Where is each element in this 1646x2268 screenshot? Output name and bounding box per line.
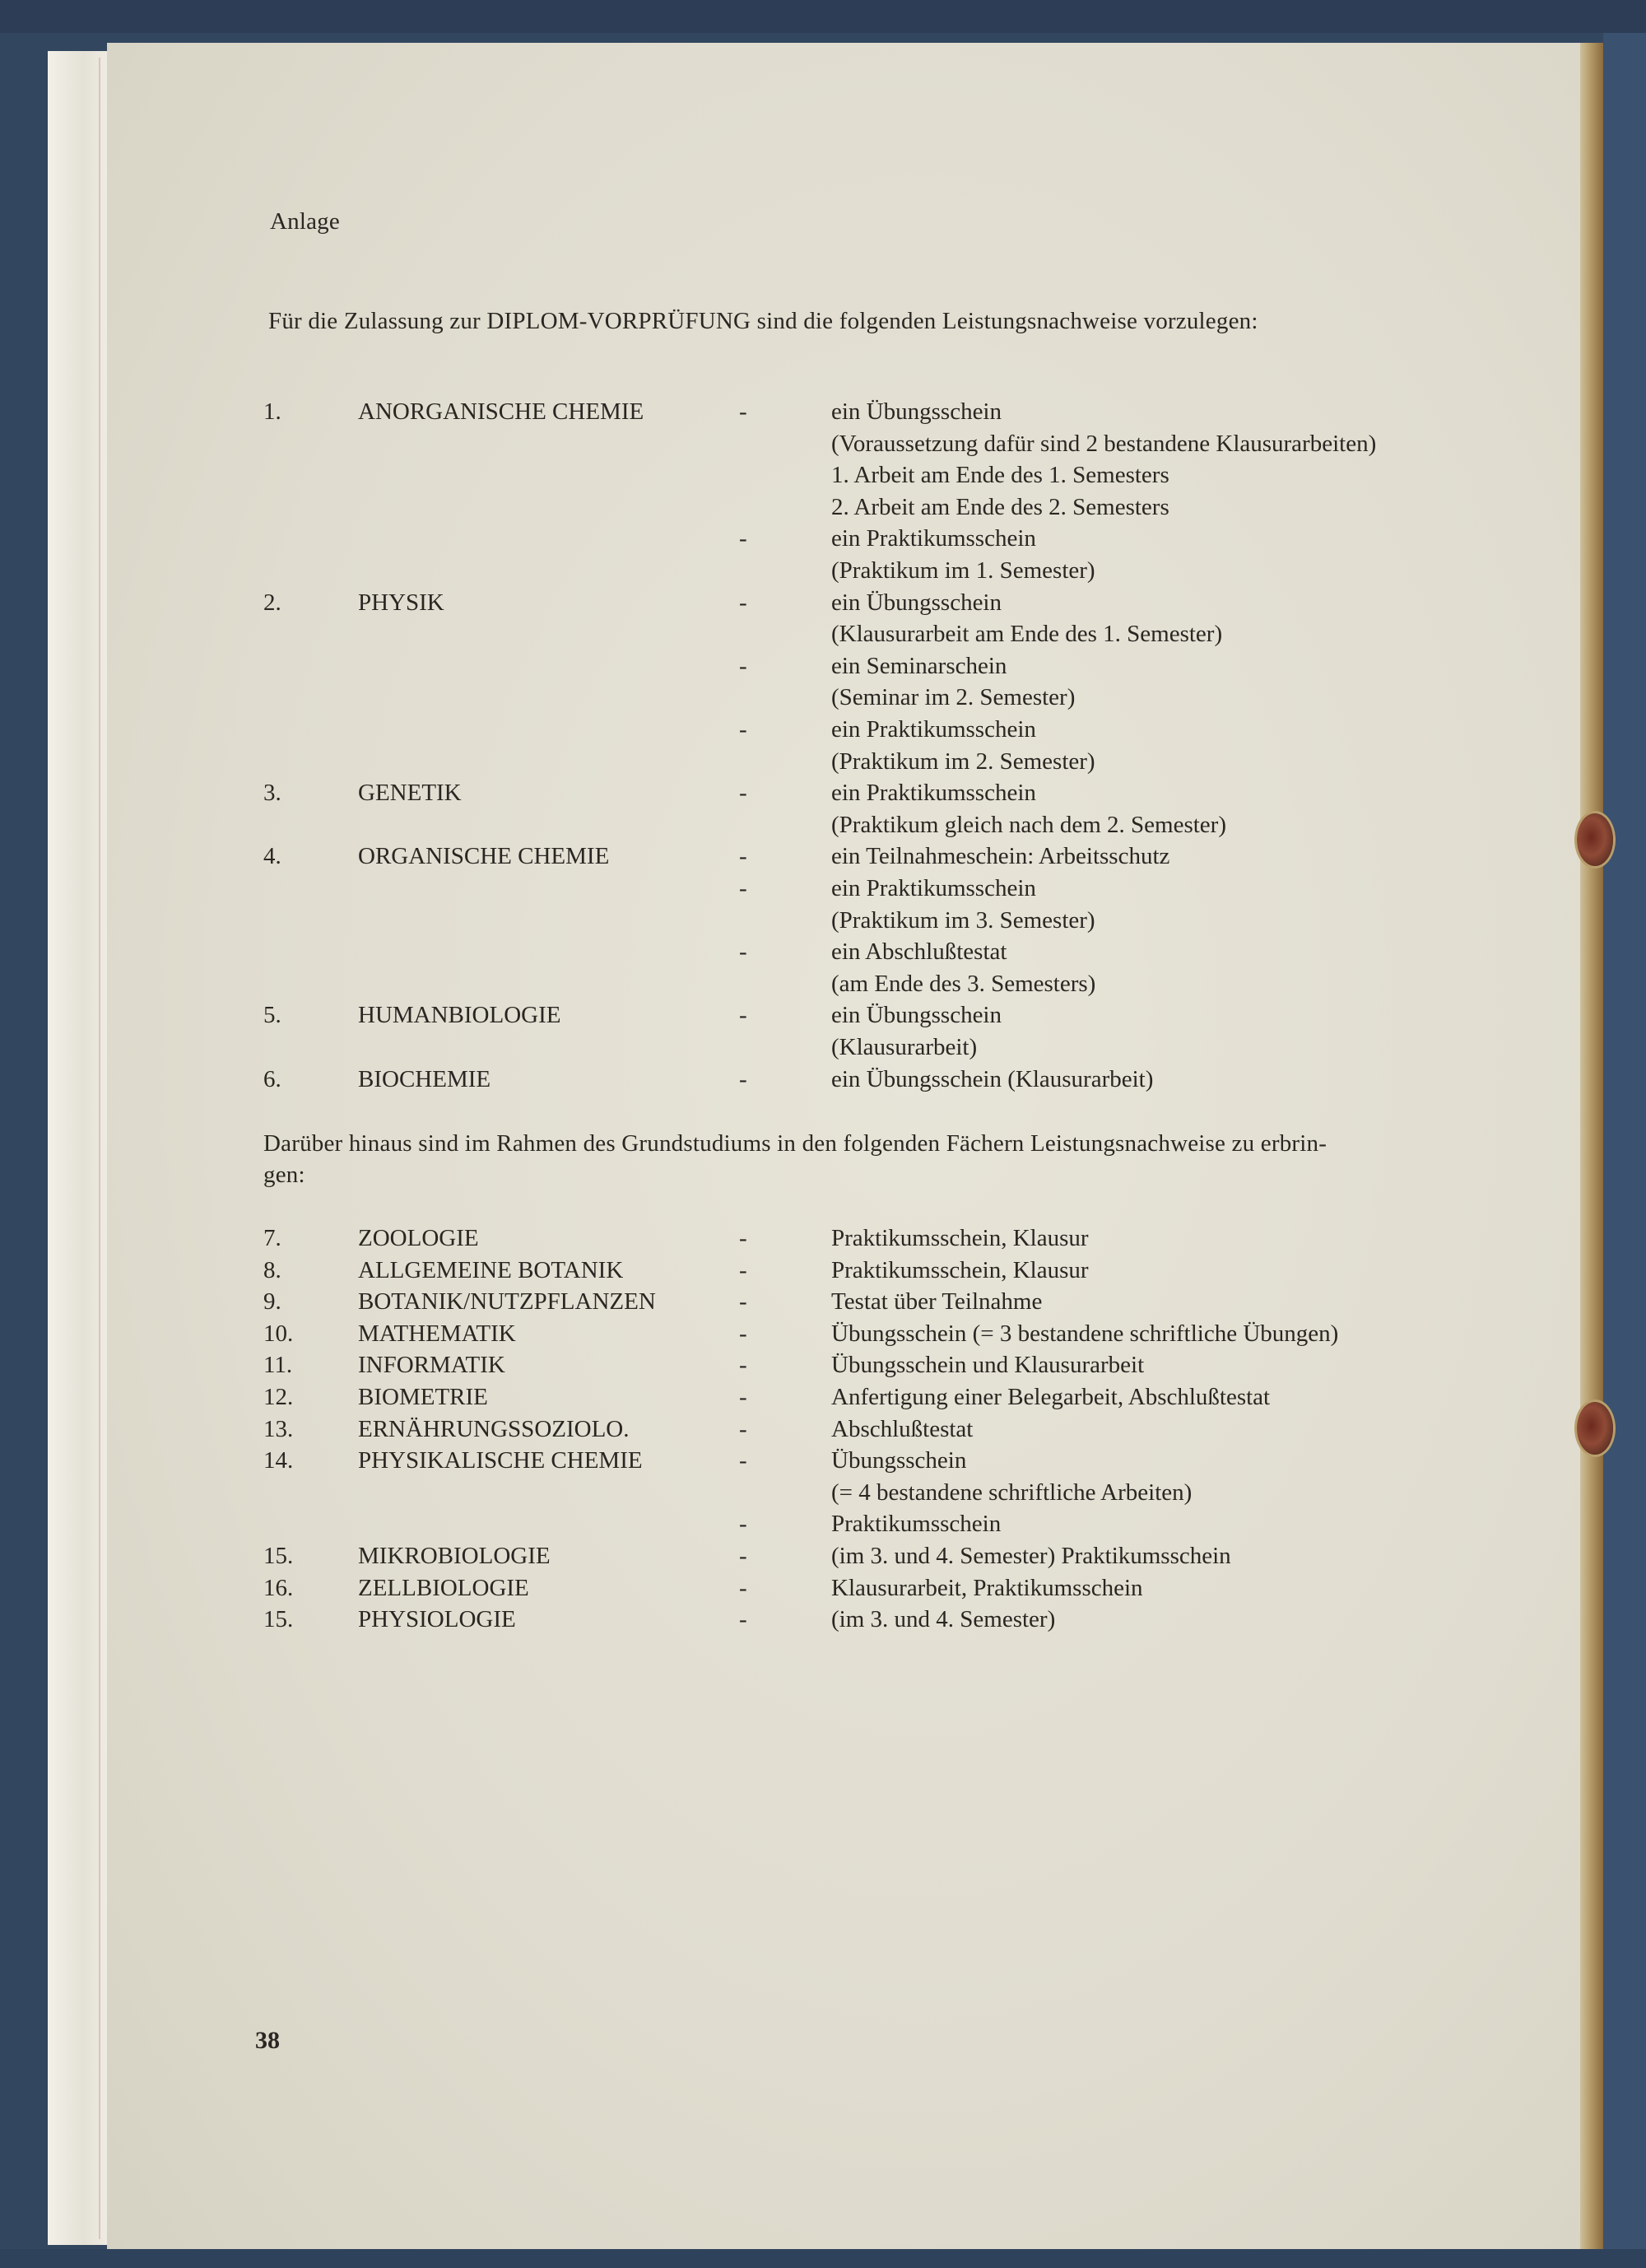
dash-marker: -	[739, 525, 747, 552]
item-number: 1.	[263, 398, 281, 425]
basic-studies-intro-line-1: Darüber hinaus sind im Rahmen des Grundstudiums in den folgenden Fächern Leistungsnachweise zu erbrin-	[263, 1130, 1327, 1157]
dash-marker: -	[739, 1574, 747, 1601]
subject-name: BOTANIK/NUTZPFLANZEN	[358, 1288, 656, 1316]
requirement-row	[0, 1064, 1646, 1096]
basic-study-row	[0, 1604, 1646, 1636]
margin-line	[99, 58, 100, 2239]
dash-marker: -	[739, 1002, 747, 1029]
requirement-row	[0, 999, 1646, 1032]
subject-name: BIOCHEMIE	[358, 1065, 491, 1092]
subject-name: BIOMETRIE	[358, 1384, 488, 1410]
requirement-description: Praktikumsschein, Klausur	[831, 1225, 1089, 1251]
dash-marker: -	[739, 1225, 747, 1251]
subject-name: HUMANBIOLOGIE	[358, 1002, 561, 1029]
subject-name: ALLGEMEINE BOTANIK	[358, 1256, 624, 1283]
dash-marker: -	[739, 1606, 747, 1633]
requirement-row	[0, 523, 1646, 555]
requirement-description: ein Übungsschein	[831, 398, 1002, 425]
requirement-row	[0, 650, 1646, 682]
requirement-description: ein Abschlußtestat	[831, 938, 1007, 966]
requirement-description: (Praktikum gleich nach dem 2. Semester)	[831, 811, 1226, 838]
requirement-description: (Praktikum im 1. Semester)	[831, 557, 1095, 584]
basic-study-row	[0, 1381, 1646, 1413]
book-gutter	[1580, 43, 1603, 2249]
dash-marker: -	[739, 1352, 747, 1379]
requirement-row	[0, 936, 1646, 968]
requirement-description: (= 4 bestandene schriftliche Arbeiten)	[831, 1479, 1193, 1506]
subject-name: ERNÄHRUNGSSOZIOLO.	[358, 1415, 630, 1442]
book-cover-top	[0, 0, 1646, 33]
requirement-description: ein Praktikumsschein	[831, 716, 1036, 743]
book-cover-right	[1603, 33, 1646, 2268]
requirement-row	[0, 682, 1646, 714]
dash-marker: -	[739, 1288, 747, 1316]
dash-marker: -	[739, 875, 747, 901]
requirement-description: ein Übungsschein (Klausurarbeit)	[831, 1065, 1154, 1092]
requirement-description: (Klausurarbeit am Ende des 1. Semester)	[831, 621, 1223, 648]
requirement-description: Übungsschein und Klausurarbeit	[831, 1352, 1145, 1379]
requirement-description: Praktikumsschein	[831, 1511, 1002, 1538]
requirement-description: (Klausurarbeit)	[831, 1034, 978, 1060]
requirement-description: ein Praktikumsschein	[831, 525, 1036, 552]
dash-marker: -	[739, 589, 747, 616]
requirement-row	[0, 809, 1646, 841]
requirement-row	[0, 1032, 1646, 1064]
intro-sentence: Für die Zulassung zur DIPLOM-VORPRÜFUNG sind die folgenden Leistungsnachweise vorzulegen:	[268, 308, 1258, 334]
item-number: 3.	[263, 780, 281, 807]
dash-marker: -	[739, 652, 747, 679]
requirement-description: Übungsschein (= 3 bestandene schriftliche Übungen)	[831, 1320, 1339, 1347]
requirement-row	[0, 714, 1646, 746]
requirement-description: ein Praktikumsschein	[831, 780, 1036, 807]
annex-label: Anlage	[270, 208, 340, 235]
requirement-row	[0, 587, 1646, 619]
requirement-description: (Voraussetzung dafür sind 2 bestandene Klausurarbeiten)	[831, 430, 1377, 457]
dash-marker: -	[739, 1415, 747, 1442]
book-cover-bottom	[0, 2249, 1646, 2268]
basic-study-row	[0, 1540, 1646, 1572]
dash-marker: -	[739, 1384, 747, 1410]
dash-marker: -	[739, 716, 747, 743]
requirement-description: (im 3. und 4. Semester)	[831, 1606, 1056, 1633]
requirement-description: ein Seminarschein	[831, 652, 1007, 679]
dash-marker: -	[739, 1447, 747, 1474]
subject-name: PHYSIK	[358, 589, 444, 616]
requirement-description: (Seminar im 2. Semester)	[831, 684, 1076, 711]
requirement-row	[0, 841, 1646, 873]
requirement-description: Testat über Teilnahme	[831, 1288, 1043, 1316]
basic-study-row	[0, 1445, 1646, 1477]
dash-marker: -	[739, 780, 747, 807]
item-number: 5.	[263, 1002, 281, 1029]
requirement-row	[0, 873, 1646, 905]
subject-name: ZOOLOGIE	[358, 1225, 479, 1251]
basic-study-row	[0, 1318, 1646, 1350]
requirement-description: Abschlußtestat	[831, 1415, 974, 1442]
item-number: 11.	[263, 1352, 293, 1379]
basic-study-row	[0, 1349, 1646, 1381]
item-number: 7.	[263, 1225, 281, 1251]
dash-marker: -	[739, 1543, 747, 1569]
item-number: 15.	[263, 1606, 294, 1633]
requirement-description: 1. Arbeit am Ende des 1. Semesters	[831, 462, 1169, 489]
requirement-row	[0, 746, 1646, 778]
requirement-row	[0, 968, 1646, 1000]
item-number: 14.	[263, 1447, 294, 1474]
subject-name: ORGANISCHE CHEMIE	[358, 843, 610, 870]
item-number: 9.	[263, 1288, 281, 1316]
subject-name: PHYSIOLOGIE	[358, 1606, 516, 1633]
requirement-row	[0, 555, 1646, 587]
requirement-description: ein Praktikumsschein	[831, 875, 1036, 901]
requirement-description: Klausurarbeit, Praktikumsschein	[831, 1574, 1143, 1601]
requirement-row	[0, 905, 1646, 937]
requirement-row	[0, 428, 1646, 460]
basic-study-row	[0, 1572, 1646, 1604]
requirement-description: (im 3. und 4. Semester) Praktikumsschein	[831, 1543, 1231, 1569]
requirement-description: ein Übungsschein	[831, 1002, 1002, 1029]
requirement-row	[0, 459, 1646, 491]
subject-name: PHYSIKALISCHE CHEMIE	[358, 1447, 643, 1474]
dash-marker: -	[739, 843, 747, 870]
subject-name: INFORMATIK	[358, 1352, 505, 1379]
item-number: 4.	[263, 843, 281, 870]
subject-name: GENETIK	[358, 780, 462, 807]
basic-studies-intro-line-2: gen:	[263, 1162, 305, 1188]
requirement-row	[0, 618, 1646, 650]
basic-study-row	[0, 1286, 1646, 1318]
requirement-row	[0, 491, 1646, 524]
basic-study-row	[0, 1413, 1646, 1446]
requirement-description: (Praktikum im 3. Semester)	[831, 906, 1095, 934]
requirement-description: Anfertigung einer Belegarbeit, Abschlußtestat	[831, 1384, 1271, 1410]
requirement-description: Praktikumsschein, Klausur	[831, 1256, 1089, 1283]
item-number: 6.	[263, 1065, 281, 1092]
subject-name: MATHEMATIK	[358, 1320, 516, 1347]
basic-study-row	[0, 1255, 1646, 1287]
item-number: 8.	[263, 1256, 281, 1283]
requirement-description: (Praktikum im 2. Semester)	[831, 747, 1095, 775]
dash-marker: -	[739, 1256, 747, 1283]
basic-study-row	[0, 1222, 1646, 1255]
requirement-description: Übungsschein	[831, 1447, 967, 1474]
item-number: 13.	[263, 1415, 294, 1442]
basic-study-row	[0, 1477, 1646, 1509]
page-number: 38	[255, 2027, 280, 2054]
dash-marker: -	[739, 1065, 747, 1092]
basic-study-row	[0, 1508, 1646, 1540]
requirement-description: 2. Arbeit am Ende des 2. Semesters	[831, 493, 1169, 520]
item-number: 10.	[263, 1320, 294, 1347]
requirement-row	[0, 396, 1646, 428]
item-number: 16.	[263, 1574, 294, 1601]
requirement-description: ein Teilnahmeschein: Arbeitsschutz	[831, 843, 1170, 870]
subject-name: ANORGANISCHE CHEMIE	[358, 398, 644, 425]
requirement-row	[0, 777, 1646, 809]
dash-marker: -	[739, 1511, 747, 1538]
requirement-description: (am Ende des 3. Semesters)	[831, 970, 1096, 997]
dash-marker: -	[739, 398, 747, 425]
subject-name: MIKROBIOLOGIE	[358, 1543, 551, 1569]
requirement-description: ein Übungsschein	[831, 589, 1002, 616]
item-number: 2.	[263, 589, 281, 616]
subject-name: ZELLBIOLOGIE	[358, 1574, 529, 1601]
dash-marker: -	[739, 938, 747, 966]
dash-marker: -	[739, 1320, 747, 1347]
item-number: 15.	[263, 1543, 294, 1569]
item-number: 12.	[263, 1384, 294, 1410]
